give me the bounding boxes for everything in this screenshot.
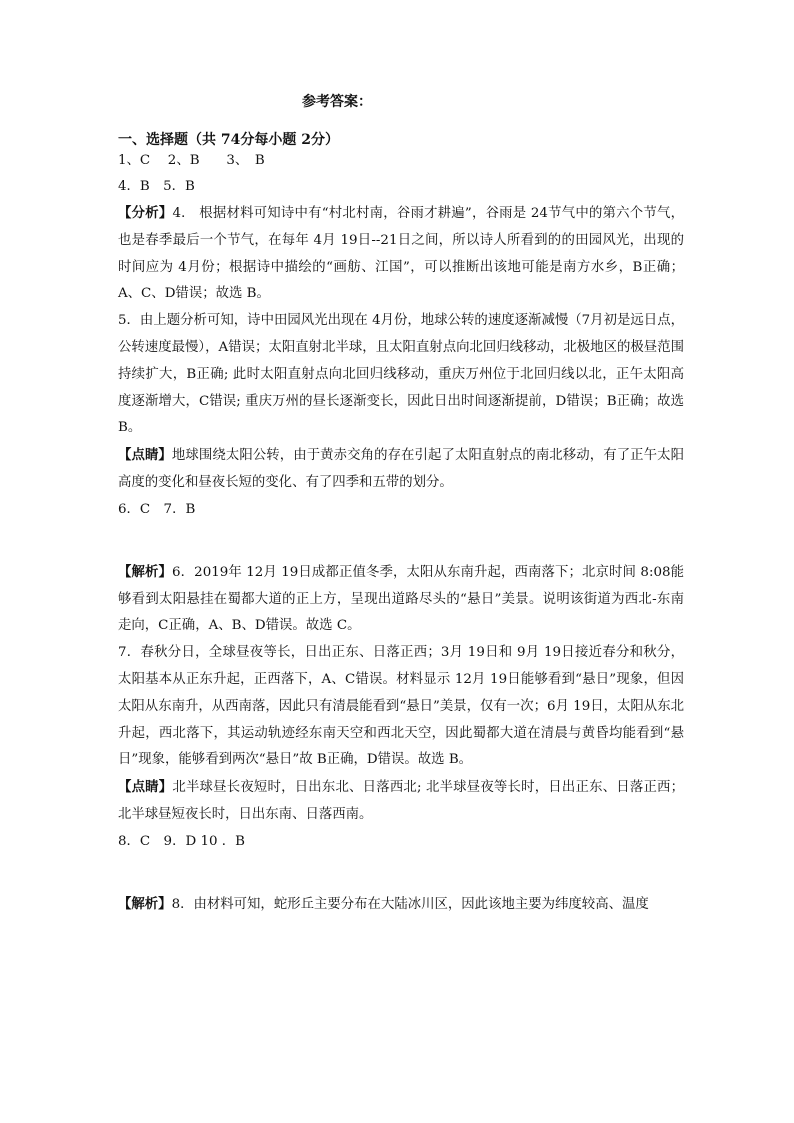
explanation-paragraph-q8: [118, 891, 684, 919]
tip-tag: 【点睛】: [118, 447, 172, 464]
tip-text-2: 北半球昼长夜短时，日出东北、日落西北; 北半球昼夜等长时，日出正东、日落正西；北半球昼短夜长时，日出东南、日落西南。: [118, 780, 685, 822]
explanation-text-q6: 6．2019年 12月 19日成都正值冬季，太阳从东南升起，西南落下；北京时间 8:08能够看到太阳悬挂在蜀都大道的正上方，呈现出道路尽头的“悬日”美景。说明该街道为西北-东南走向，C正确，A、B、D错误。故选 C。: [118, 564, 685, 634]
tip-tag-2: 【点睛】: [118, 779, 173, 796]
explanation-paragraph-q6: [118, 559, 684, 640]
analysis-text-q4: 4． 根据材料可知诗中有“村北村南，谷雨才耕遍”，谷雨是 24节气中的第六个节气，也是春季最后一个节气，在每年 4月 19日--21日之间，所以诗人所看到的的田园风光，出现的时间应为 4月份；根据诗中描绘的“画舫、江国”，可以推断出该地可能是南方水乡，B正确；A、C、D错误；故选 B。: [118, 206, 684, 302]
explanation-tag-2: 【解析】: [118, 895, 172, 912]
explanation-paragraph-q7: 7．春秋分日，全球昼夜等长，日出正东、日落正西；3月 19日和 9月 19日接近春分和秋分，太阳基本从正东升起，正西落下，A、C错误。材料显示 12月 19日能够看到“悬日”现象，但因太阳从东南升，从西南落，因此只有清晨能看到“悬日”美景，仅有一次；6月 19日，太阳从东北升起，西北落下，其运动轨迹经东南天空和西北天空，因此蜀都大道在清晨与黄昏均能看到“悬日”现象，能够看到两次“悬日”故 B正确，D错误。故选 B。: [118, 645, 684, 768]
analysis-paragraph-q5: 5．由上题分析可知，诗中田园风光出现在 4月份，地球公转的速度逐渐减慢（7月初是远日点，公转速度最慢），A错误；太阳直射北半球，且太阳直射点向北回归线移动，北极地区的极昼范围持续扩大，B正确; 此时太阳直射点向北回归线移动，重庆万州位于北回归线以北，正午太阳高度逐渐增大，C错误; 重庆万州的昼长逐渐变长，因此日出时间逐渐提前，D错误；B正确；故选 B。: [118, 313, 684, 436]
explanation-text-q8: 8．由材料可知，蛇形丘主要分布在大陆冰川区，因此该地主要为纬度较高、温度: [171, 896, 649, 912]
document-title: 参考答案：: [302, 94, 372, 110]
analysis-tag: 【分析】: [118, 205, 173, 221]
analysis-paragraph-q4: [118, 200, 684, 308]
section-heading: 一、选择题（共 74分每小题 2分）: [118, 132, 339, 148]
answers-line-1: 1、C 2、B 3、 B: [118, 153, 265, 168]
answers-line-3: 6．C 7．B: [118, 501, 196, 517]
answer-document: [118, 92, 684, 919]
spacer: [118, 523, 684, 549]
explanation-tag: 【解析】: [118, 563, 173, 580]
answers-line-4: 8．C 9．D 10 ．B: [118, 833, 245, 849]
answers-line-2: 4．B 5．B: [118, 179, 195, 194]
tip-paragraph-2: [118, 774, 684, 829]
tip-paragraph-1: [118, 442, 684, 497]
tip-text-1: 地球围绕太阳公转，由于黄赤交角的存在引起了太阳直射点的南北移动，有了正午太阳高度的变化和昼夜长短的变化、有了四季和五带的划分。: [118, 448, 685, 490]
spacer-2: [118, 855, 684, 881]
